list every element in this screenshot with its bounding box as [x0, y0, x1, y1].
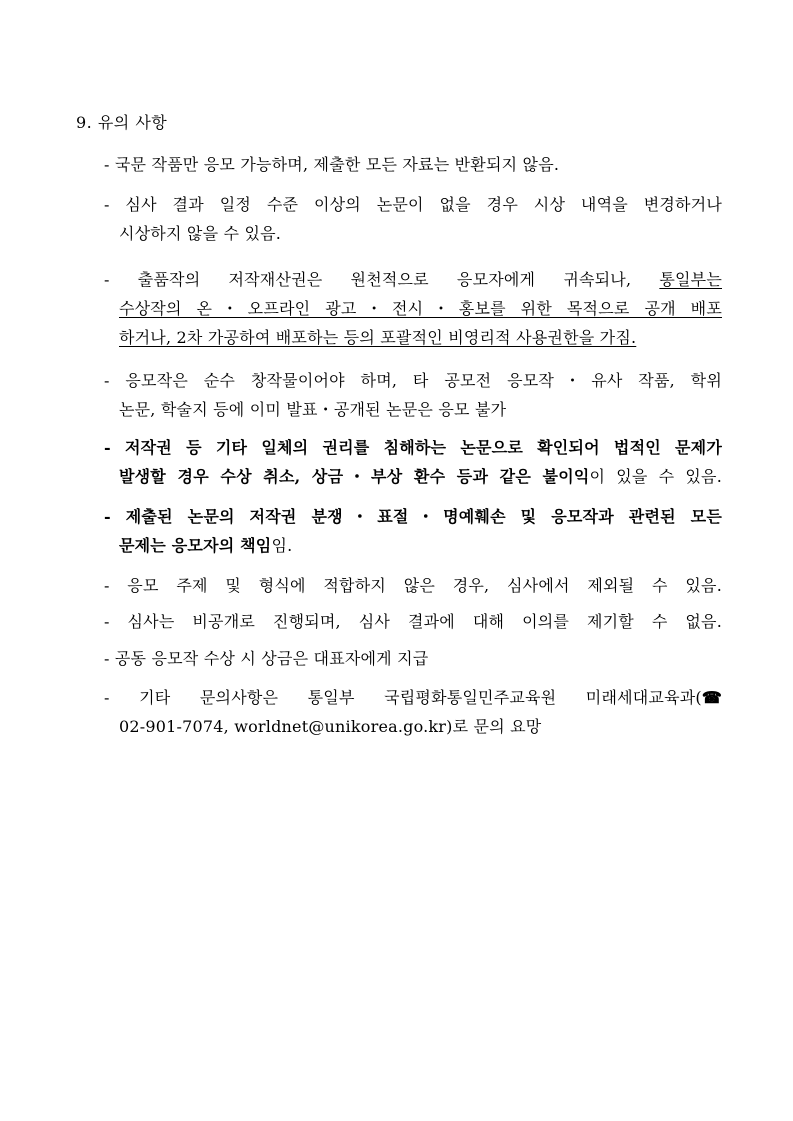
notice-text: 이 있을 수 있음. [589, 467, 722, 486]
notice-item-5 [104, 433, 722, 491]
underlined-text: 하거나, 2차 가공하여 배포하는 등의 포괄적인 비영리적 사용권한을 가짐. [119, 328, 637, 347]
notice-item-1 [104, 150, 722, 179]
section-title: 9. 유의 사항 [76, 113, 168, 132]
phone-icon: ☎ [701, 688, 722, 707]
notice-text: 임. [271, 536, 293, 555]
notice-line [104, 531, 722, 560]
notice-line [104, 683, 722, 712]
notice-line: 논문, 학술지 등에 이미 발표・공개된 논문은 응모 불가 [119, 400, 507, 419]
bold-notice-line: - 제출된 논문의 저작권 분쟁・표절・명예훼손 및 응모작과 관련된 모든 [104, 507, 722, 526]
notice-item-7 [104, 571, 722, 600]
notice-item-4 [104, 366, 722, 424]
notice-text: - 기타 문의사항은 통일부 국립평화통일민주교육원 미래세대교육과( [104, 688, 702, 707]
notice-line: - 심사 결과 일정 수준 이상의 논문이 없을 경우 시상 내역을 변경하거나 [104, 195, 722, 214]
notice-text: - 출품작의 저작재산권은 원천적으로 응모자에게 귀속되나, [104, 270, 660, 289]
notice-line: - 공동 응모작 수상 시 상금은 대표자에게 지급 [104, 649, 429, 668]
notice-item-2 [104, 190, 722, 248]
notice-item-3 [104, 265, 722, 352]
notice-line: - 국문 작품만 응모 가능하며, 제출한 모든 자료는 반환되지 않음. [104, 155, 560, 174]
notice-item-8 [104, 607, 722, 636]
notice-line: - 심사는 비공개로 진행되며, 심사 결과에 대해 이의를 제기할 수 없음. [104, 612, 722, 631]
notice-line: 시상하지 않을 수 있음. [119, 224, 282, 243]
notice-line [104, 294, 722, 323]
bold-notice-line: - 저작권 등 기타 일체의 권리를 침해하는 논문으로 확인되어 법적인 문제가 [104, 438, 722, 457]
notice-line [104, 323, 722, 352]
underlined-text: 통일부는 [659, 270, 722, 289]
notice-line: - 응모 주제 및 형식에 적합하지 않은 경우, 심사에서 제외될 수 있음. [104, 576, 722, 595]
notice-line [104, 265, 722, 294]
notice-item-6 [104, 502, 722, 560]
notice-item-9 [104, 644, 722, 673]
notice-line: - 응모작은 순수 창작물이어야 하며, 타 공모전 응모작・유사 작품, 학위 [104, 371, 722, 390]
notice-item-10 [104, 683, 722, 741]
underlined-text: 수상작의 온・오프라인 광고・전시・홍보를 위한 목적으로 공개 배포 [119, 299, 722, 318]
bold-text: 문제는 응모자의 책임 [119, 536, 272, 555]
notice-line [104, 462, 722, 491]
bold-text: 발생할 경우 수상 취소, 상금・부상 환수 등과 같은 불이익 [119, 467, 590, 486]
notice-line: 02-901-7074, worldnet@unikorea.go.kr)로 문의 요망 [119, 717, 542, 736]
